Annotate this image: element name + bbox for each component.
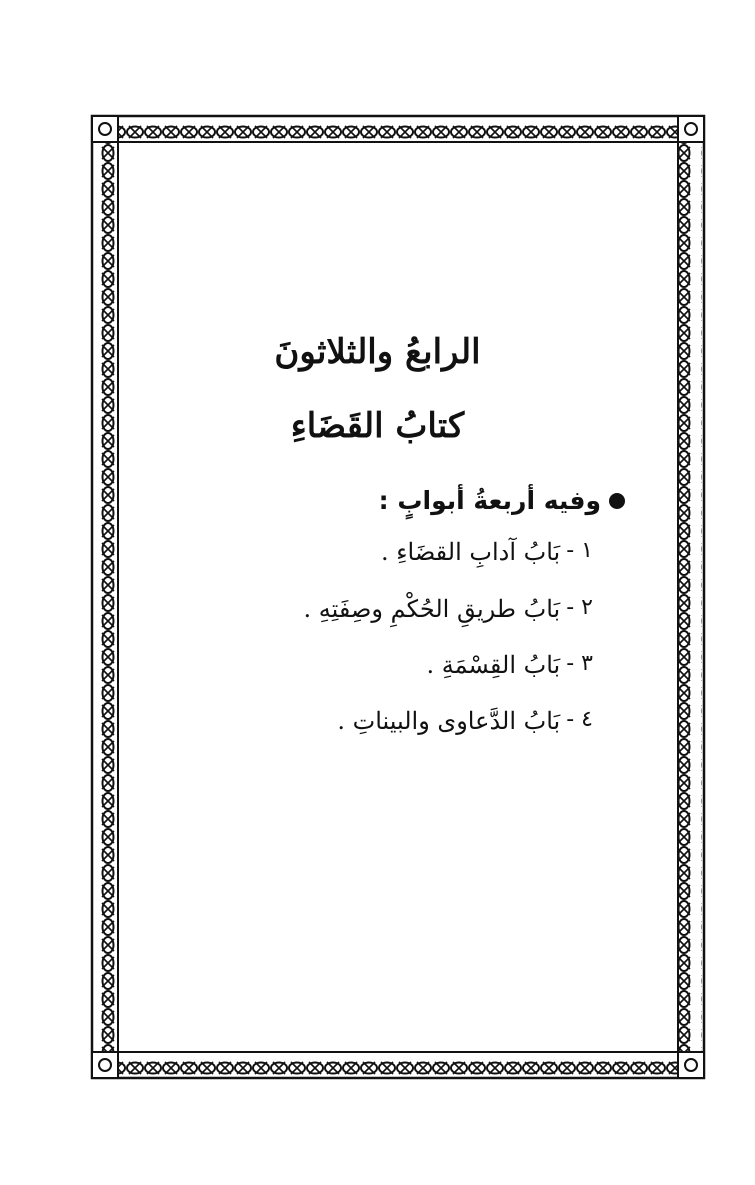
chapter-item [130,594,593,625]
chapter-contents [130,320,625,762]
chapter-title: بَابُ آدابِ القضَاءِ . [380,538,561,567]
chapter-title: بَابُ القِسْمَةِ . [426,650,561,679]
bullet-dot-icon [609,493,625,509]
book-title-heading: كتابُ القَضَاءِ [290,406,465,447]
chapter-number: ١ - [566,538,593,564]
chapter-title: بَابُ طريقِ الحُكْمِ وصِفَتِهِ . [303,594,561,623]
chapter-title: بَابُ الدَّعاوى والبيناتِ . [337,706,561,735]
chapters-intro-text: وفيه أربعةُ أبوابٍ : [378,486,601,516]
chapter-number: ٣ - [566,650,593,676]
chapters-intro [130,486,625,515]
chapter-list [130,537,625,737]
part-number-heading: الرابعُ والثلاثونَ [274,332,481,372]
chapter-item [130,537,593,568]
chapter-number: ٢ - [566,594,593,620]
chapter-item [130,650,593,681]
chapter-item [130,706,593,737]
chapter-number: ٤ - [566,706,593,732]
